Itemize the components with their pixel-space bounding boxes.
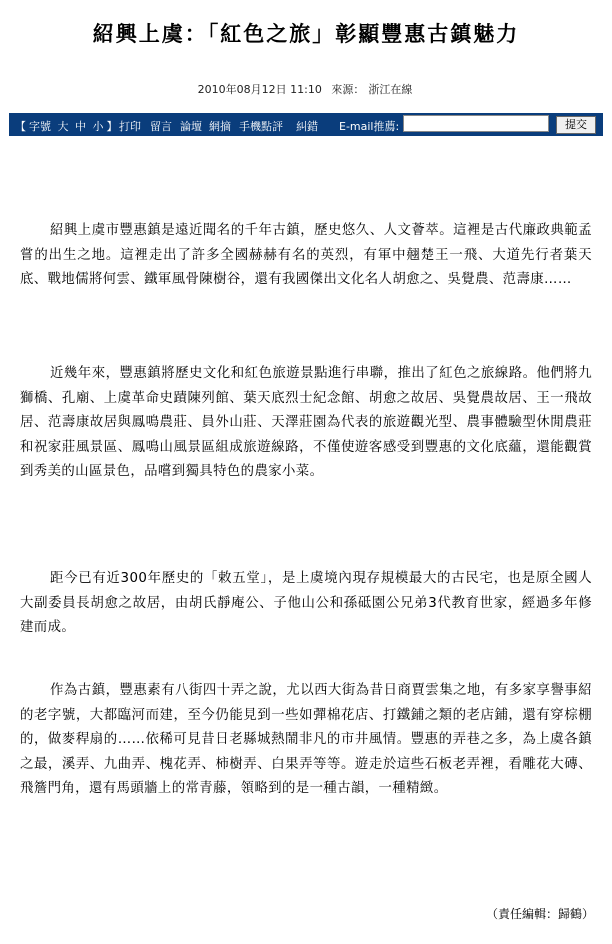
- email-recommend-label: E-mail推薦:: [339, 120, 400, 133]
- article-paragraph-3: 距今已有近300年歷史的「敕五堂」，是上虞境內現存規模最大的古民宅，也是原全國人大副委員長胡愈之故居，由胡氏靜庵公、子他山公和孫砥園公兄弟3代教育世家，經過多年修建而成。: [20, 571, 592, 635]
- font-size-label: 字號: [29, 120, 51, 133]
- font-bracket-close: 】: [106, 120, 118, 133]
- font-small-link[interactable]: 小: [92, 120, 104, 133]
- submit-button[interactable]: 提交: [556, 116, 596, 134]
- article-paragraph-1: 紹興上虞市豐惠鎮是遠近聞名的千年古鎮，歷史悠久、人文薈萃。這裡是古代廉政典範孟嘗的出生之地。這裡走出了許多全國赫赫有名的英烈，有軍中翹楚王一飛、大道先行者葉天底、戰地儒將何雲、鐵軍風骨陳樹谷，還有我國傑出文化名人胡愈之、吳覺農、范壽康……: [20, 223, 592, 287]
- report-error-link[interactable]: 糾錯: [296, 120, 318, 133]
- font-size-group: [15, 118, 121, 134]
- bookmark-link[interactable]: 網摘: [209, 120, 231, 133]
- article-title: 紹興上虞：「紅色之旅」彰顯豐惠古鎮魅力: [92, 22, 520, 46]
- article-paragraph-4: 作為古鎮，豐惠素有八街四十弄之說，尤以西大街為昔日商賈雲集之地，有多家享譽事紹的老字號，大都臨河而建，至今仍能見到一些如彈棉花店、打鐵鋪之類的老店鋪，還有穿棕棚的，做麥稈扇的……依稀可見昔日老縣城熱鬧非凡的市井風情。豐惠的弄巷之多，為上虞各鎮之最，溪弄、九曲弄、槐花弄、柿樹弄、白果弄等等。遊走於這些石板老弄裡，看雕花大磚、飛簷門角，還有馬頭牆上的常青藤，領略到的是一種古韻，一種精緻。: [20, 683, 592, 796]
- font-large-link[interactable]: 大: [57, 120, 69, 133]
- print-link[interactable]: 打印: [119, 120, 141, 133]
- mobile-review-link[interactable]: 手機點評: [239, 120, 283, 133]
- font-bracket-open: 【: [15, 120, 26, 133]
- source-name: 浙江在線: [368, 83, 413, 96]
- responsible-editor: （責任編輯：歸鶴）: [485, 907, 594, 921]
- publish-datetime: 2010年08月12日 11:10: [197, 83, 322, 96]
- article-paragraph-2: 近幾年來，豐惠鎮將歷史文化和紅色旅遊景點進行串聯，推出了紅色之旅線路。他們將九獅橋、孔廟、上虞革命史蹟陳列館、葉天底烈士紀念館、胡愈之故居、吳覺農故居、王一飛故居、范壽康故居與鳳鳴農莊、員外山莊、天澤莊園為代表的旅遊觀光型、農事體驗型休閒農莊和祝家莊風景區、鳳鳴山風景區組成旅遊線路，不僅使遊客感受到豐惠的文化底蘊，還能觀賞到秀美的山區景色，品嚐到獨具特色的農家小菜。: [20, 366, 592, 479]
- email-input[interactable]: [403, 115, 549, 132]
- article-toolbar: [9, 113, 603, 136]
- font-medium-link[interactable]: 中: [75, 120, 86, 133]
- source-label: 來源：: [331, 83, 365, 96]
- comment-link[interactable]: 留言: [150, 120, 172, 133]
- source-info: [329, 83, 414, 96]
- article-meta: [0, 81, 612, 97]
- forum-link[interactable]: 論壇: [180, 120, 202, 133]
